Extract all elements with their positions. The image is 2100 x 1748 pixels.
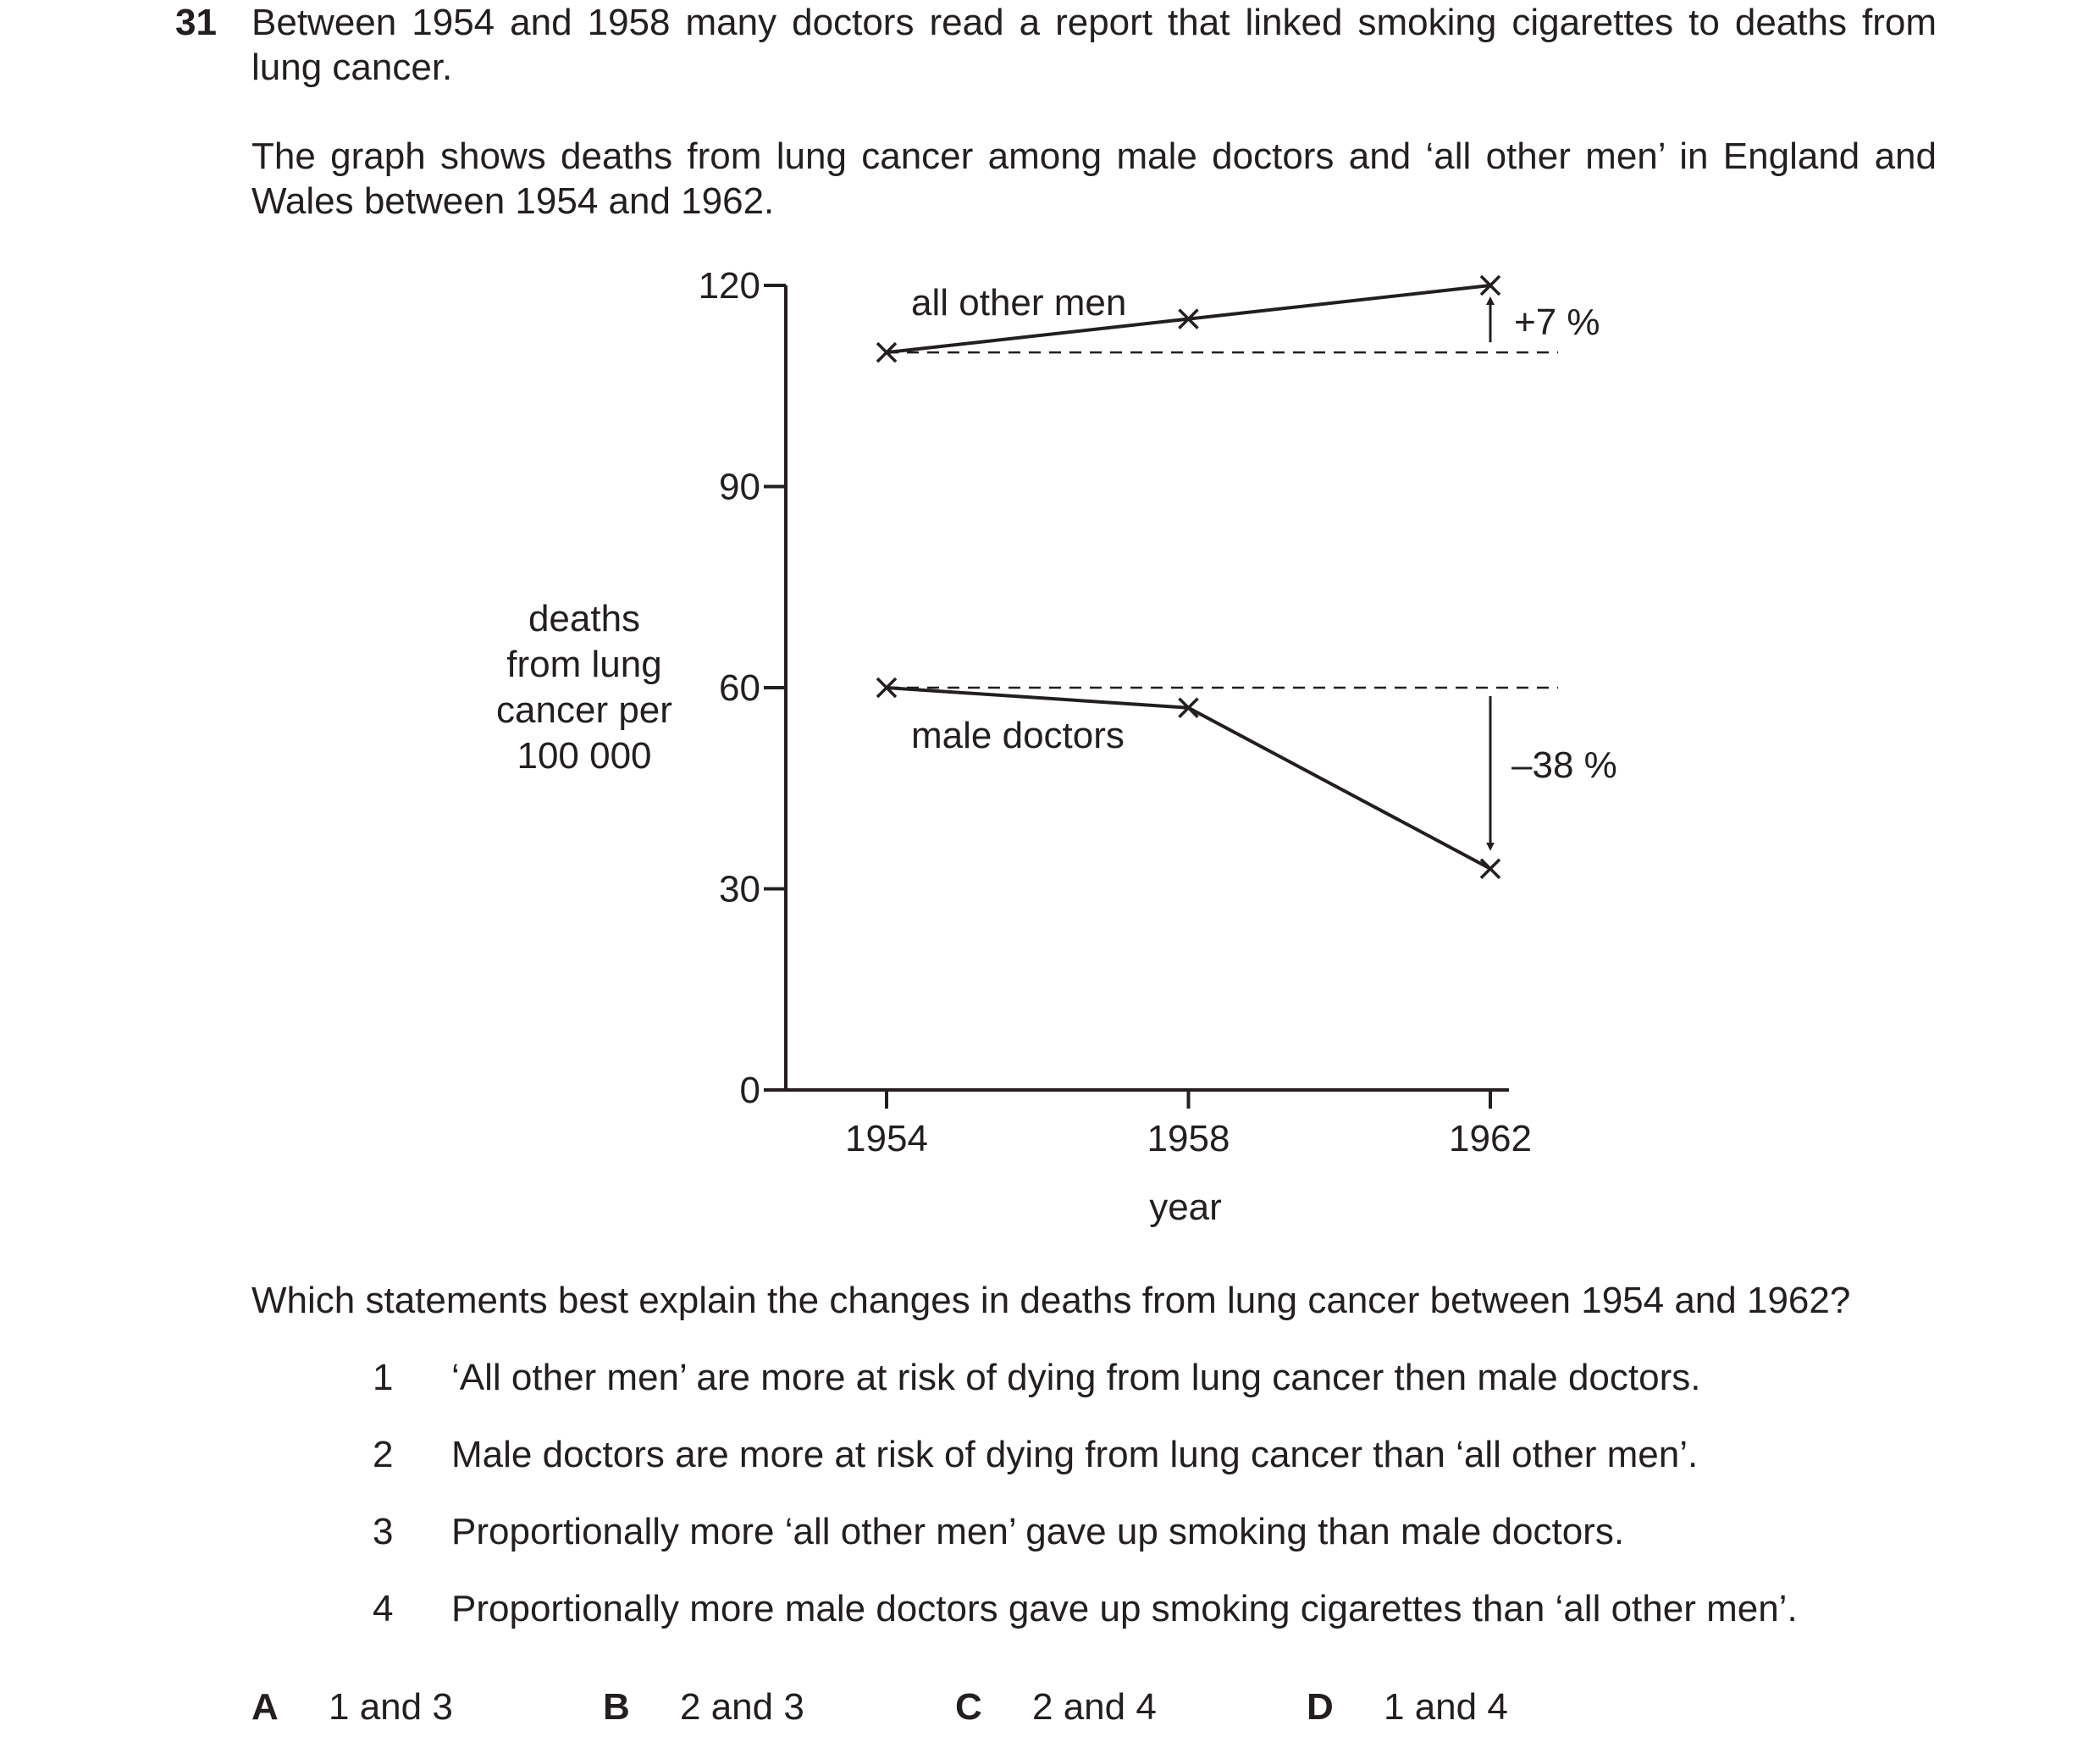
series-label-all-other-men: all other men	[911, 282, 1127, 324]
statement-number: 3	[373, 1511, 394, 1552]
question-number: 31	[175, 2, 217, 43]
option-text: 1 and 4	[1384, 1686, 1508, 1728]
question-intro-1: Between 1954 and 1958 many doctors read a report that linked smoking cigarettes to deaths from lung cancer.	[251, 2, 1937, 88]
option-text: 2 and 4	[1032, 1686, 1157, 1728]
x-tick-label: 1958	[1147, 1118, 1230, 1159]
chart-axes	[699, 265, 1532, 1159]
option-text: 2 and 3	[680, 1686, 804, 1728]
data-point-marker	[1481, 860, 1500, 878]
y-tick-label: 0	[739, 1070, 760, 1111]
y-axis-title-line: 100 000	[517, 735, 652, 777]
y-tick-label: 60	[719, 667, 760, 709]
series-label-male-doctors: male doctors	[911, 715, 1125, 756]
option-letter: C	[955, 1686, 982, 1728]
statement-text: Proportionally more male doctors gave up smoking cigarettes than ‘all other men’.	[451, 1588, 1798, 1629]
statement-text: Male doctors are more at risk of dying from lung cancer than ‘all other men’.	[451, 1434, 1699, 1475]
statement-number: 2	[373, 1434, 394, 1475]
y-axis-title-line: deaths	[528, 598, 641, 639]
option-text: 1 and 3	[329, 1686, 453, 1728]
y-axis-title-line: cancer per	[496, 689, 672, 731]
change-label-down: –38 %	[1511, 744, 1617, 786]
change-label-up: +7 %	[1514, 301, 1600, 343]
option-letter: A	[251, 1686, 279, 1728]
y-tick-label: 90	[719, 466, 760, 508]
option-letter: B	[603, 1686, 630, 1728]
statement-text: Proportionally more ‘all other men’ gave up smoking than male doctors.	[451, 1511, 1625, 1552]
question-intro-2: The graph shows deaths from lung cancer among male doctors and ‘all other men’ in England and Wales between 1954 and 1962.	[251, 136, 1937, 222]
y-axis-title-line: from lung	[506, 644, 662, 685]
statement-number: 1	[373, 1357, 394, 1398]
x-tick-label: 1954	[845, 1118, 928, 1159]
x-tick-label: 1962	[1449, 1118, 1532, 1159]
statement-number: 4	[373, 1588, 394, 1629]
y-tick-label: 120	[698, 265, 760, 307]
chart-series	[877, 276, 1500, 878]
question-prompt: Which statements best explain the changes in deaths from lung cancer between 1954 and 1962?	[251, 1280, 1851, 1321]
option-letter: D	[1307, 1686, 1334, 1728]
chart-labels	[496, 282, 1617, 1228]
statement-text: ‘All other men’ are more at risk of dying from lung cancer then male doctors.	[451, 1357, 1701, 1398]
y-tick-label: 30	[719, 868, 760, 910]
x-axis-title: year	[1149, 1187, 1222, 1228]
reference-lines	[887, 352, 1558, 688]
